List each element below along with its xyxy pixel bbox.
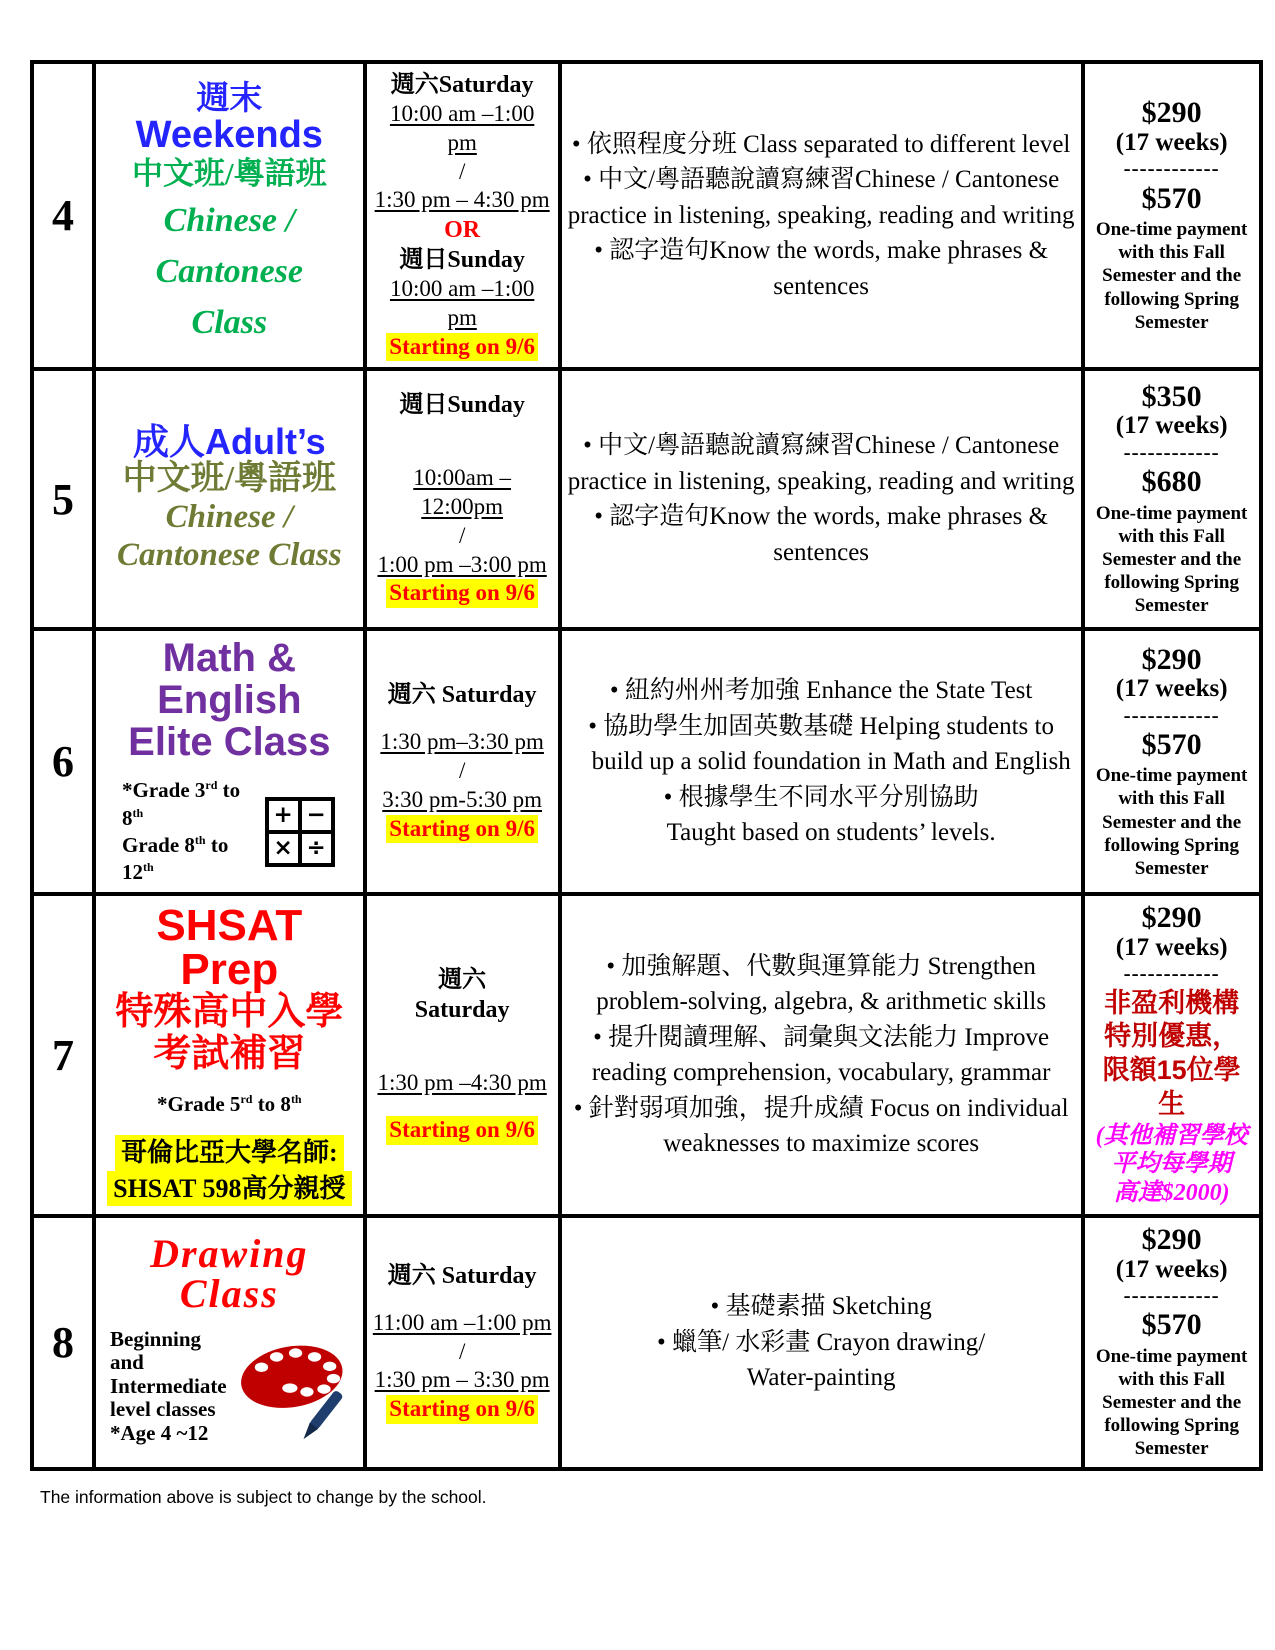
grade-range — [102, 1092, 357, 1117]
class-title-zh: 週末 — [196, 80, 263, 117]
class-name-cell — [94, 1216, 365, 1469]
schedule-time: 1:30 pm –4:30 pm — [377, 1070, 547, 1096]
class-title-line: Math & — [162, 636, 296, 681]
price-amount2: $570 — [1141, 1308, 1202, 1342]
price-amount: $290 — [1141, 901, 1202, 935]
class-name-cell — [94, 629, 365, 894]
schedule-slash: / — [458, 1338, 466, 1364]
schedule-table — [30, 60, 1263, 1471]
plus-symbol: + — [269, 801, 298, 830]
class-name-cell — [94, 894, 365, 1216]
table-row — [32, 894, 1261, 1216]
schedule-time: 10:00am –12:00pm — [413, 465, 512, 520]
multiply-symbol: × — [269, 834, 298, 863]
row-number-cell — [32, 894, 94, 1216]
schedule-time: 3:30 pm-5:30 pm — [382, 786, 542, 812]
schedule-day: 週六 Saturday — [387, 682, 537, 709]
price-note: One-time payment with this Fall Semester and the following Spring Semester — [1095, 502, 1248, 617]
grade-sup: rd — [205, 778, 218, 793]
grade-sup: th — [143, 860, 154, 875]
price-amount: $350 — [1141, 379, 1202, 413]
description-cell — [560, 894, 1083, 1216]
price-weeks: (17 weeks) — [1115, 412, 1228, 440]
schedule-time: 1:30 pm–3:30 pm — [380, 729, 544, 755]
schedule-cell — [365, 894, 560, 1216]
grade-range-block — [122, 777, 265, 886]
grade-text: to 12 — [122, 832, 229, 885]
schedule-cell — [365, 629, 560, 894]
description-bullet: • 提升閱讀理解、詞彙與文法能力 Improve reading comprehension, vocabulary, grammar — [568, 1020, 1075, 1091]
description-bullet: • 依照程度分班 Class separated to different level — [568, 127, 1075, 163]
schedule-time: 10:00 am –1:00 pm — [389, 101, 535, 155]
class-name-cell — [94, 369, 365, 629]
class-title-zh2: 中文班/粵語班 — [132, 155, 327, 191]
description-cell — [560, 369, 1083, 629]
schedule-time: 11:00 am –1:00 pm — [372, 1309, 552, 1335]
price-amount2: $570 — [1141, 181, 1202, 215]
price-weeks: (17 weeks) — [1115, 128, 1228, 156]
subtitle-line: Intermediate — [110, 1373, 227, 1398]
price-cell — [1083, 894, 1261, 1216]
row-number: 5 — [52, 474, 74, 524]
start-date-highlight: Starting on 9/6 — [386, 1395, 538, 1424]
description-bullet: • 針對弱項加強，提升成績 Focus on individual weaknesses to maximize scores — [568, 1091, 1075, 1162]
schedule-cell — [365, 369, 560, 629]
description-bullet: • 加強解題、代數與運算能力 Strengthen problem-solving, algebra, & arithmetic skills — [568, 949, 1075, 1020]
competitor-price-line: (其他補習學校 — [1095, 1122, 1248, 1149]
price-cell — [1083, 629, 1261, 894]
row-number: 4 — [52, 191, 74, 241]
row-number-cell — [32, 629, 94, 894]
nonprofit-offer-line: 非盈利機構 — [1104, 987, 1240, 1018]
footer-disclaimer: The information above is subject to change by the school. — [40, 1487, 487, 1507]
price-cell — [1083, 62, 1261, 369]
description-bullet: • 協助學生加固英數基礎 Helping students to build up a solid foundation in Math and English — [568, 709, 1075, 780]
price-divider: ------------ — [1123, 156, 1220, 181]
teacher-highlight-line: SHSAT 598高分親授 — [107, 1171, 351, 1207]
subtitle-line: level classes — [110, 1397, 216, 1422]
class-title-line: English — [157, 678, 302, 723]
description-bullet: • 蠟筆/ 水彩畫 Crayon drawing/ — [568, 1325, 1075, 1361]
teacher-highlight-line: 哥倫比亞大學名師: — [115, 1135, 344, 1171]
paint-palette-icon — [233, 1328, 356, 1453]
price-divider: ------------ — [1123, 439, 1220, 464]
teacher-highlight-block — [102, 1135, 357, 1207]
schedule-day: 週日Sunday — [399, 247, 525, 273]
grade-sup: th — [290, 1091, 302, 1106]
price-divider: ------------ — [1123, 961, 1220, 986]
description-bullet: • 紐約州州考加強 Enhance the State Test — [568, 673, 1075, 709]
table-row — [32, 1216, 1261, 1469]
row-number-cell — [32, 1216, 94, 1469]
class-title-zh-line: 特殊高中入學 — [115, 991, 344, 1034]
subtitle-line: Beginning and — [110, 1326, 202, 1375]
price-note: One-time payment with this Fall Semester and the following Spring Semester — [1095, 219, 1248, 333]
grade-range — [122, 832, 265, 887]
schedule-or: OR — [444, 217, 481, 243]
schedule-day: Saturday — [414, 997, 510, 1024]
row-number-cell — [32, 62, 94, 369]
table-row — [32, 629, 1261, 894]
price-cell — [1083, 1216, 1261, 1469]
grade-text: *Grade 3 — [122, 778, 206, 803]
schedule-day: 週日Sunday — [399, 392, 525, 419]
description-bullet: • 中文/粵語聽說讀寫練習Chinese / Cantonese practice in listening, speaking, reading and writing — [568, 162, 1075, 233]
nonprofit-offer-line: 特別優惠， — [1104, 1021, 1240, 1052]
description-bullet: • 認字造句Know the words, make phrases & sentences — [568, 499, 1075, 570]
price-amount2: $680 — [1141, 465, 1202, 499]
row-number: 7 — [52, 1030, 74, 1080]
schedule-cell — [365, 62, 560, 369]
price-amount: $290 — [1141, 1223, 1202, 1257]
start-date-highlight: Starting on 9/6 — [386, 815, 538, 844]
schedule-slash: / — [458, 522, 466, 548]
grade-sup: rd — [240, 1091, 253, 1106]
price-weeks: (17 weeks) — [1115, 675, 1228, 703]
price-divider: ------------ — [1123, 702, 1220, 727]
schedule-slash: / — [458, 158, 466, 184]
schedule-day: 週六Saturday — [390, 72, 534, 98]
schedule-slash: / — [458, 758, 466, 784]
description-continuation: Taught based on students’ levels. — [666, 819, 996, 847]
price-note: One-time payment with this Fall Semester and the following Spring Semester — [1095, 765, 1248, 879]
grade-text: to 8 — [252, 1091, 291, 1116]
price-cell — [1083, 369, 1261, 629]
competitor-price-line: 平均每學期 — [1111, 1151, 1232, 1178]
class-title-serif: Chinese / Cantonese Class — [155, 202, 303, 342]
schedule-time: 10:00 am –1:00 pm — [389, 276, 535, 330]
description-cell — [560, 629, 1083, 894]
schedule-cell — [365, 1216, 560, 1469]
class-title-fancy: Drawing Class — [150, 1230, 309, 1316]
schedule-time: 1:00 pm –3:00 pm — [377, 551, 547, 577]
class-title-zh: 中文班/粵語班 — [122, 459, 337, 497]
class-subtitle — [110, 1328, 233, 1446]
subtitle-and-icon-row — [102, 1328, 357, 1453]
math-operations-icon — [265, 797, 335, 867]
grade-text: *Grade 5 — [157, 1091, 241, 1116]
class-title-en: 成人Adult’s — [132, 420, 326, 462]
grade-and-icon-row — [102, 777, 357, 886]
description-bullet: • 根據學生不同水平分別協助 — [568, 780, 1075, 816]
schedule-day: 週六 Saturday — [387, 1262, 537, 1289]
start-date-highlight: Starting on 9/6 — [386, 333, 538, 362]
price-amount: $290 — [1141, 642, 1202, 676]
grade-text: to 8 — [122, 778, 241, 830]
class-title-en: Weekends — [135, 113, 323, 156]
price-divider: ------------ — [1123, 1283, 1220, 1308]
minus-symbol: − — [302, 801, 331, 830]
class-title-zh-line: 考試補習 — [153, 1032, 306, 1075]
nonprofit-offer-line: 限額15位學生 — [1102, 1055, 1241, 1119]
start-date-highlight: Starting on 9/6 — [386, 579, 538, 608]
price-amount: $290 — [1141, 96, 1202, 130]
price-weeks: (17 weeks) — [1115, 933, 1228, 961]
class-title-line: Elite Class — [128, 720, 331, 765]
divide-symbol: ÷ — [302, 834, 331, 863]
description-cell — [560, 1216, 1083, 1469]
description-continuation: Water-painting — [746, 1364, 896, 1392]
description-cell — [560, 62, 1083, 369]
price-note: One-time payment with this Fall Semester and the following Spring Semester — [1095, 1345, 1248, 1460]
class-name-cell — [94, 62, 365, 369]
grade-range — [122, 777, 265, 832]
table-row — [32, 62, 1261, 369]
schedule-time: 1:30 pm – 3:30 pm — [374, 1367, 550, 1393]
subtitle-line: *Age 4 ~12 — [110, 1420, 209, 1445]
class-title-en: SHSAT Prep — [156, 901, 303, 995]
table-row — [32, 369, 1261, 629]
price-weeks: (17 weeks) — [1115, 1255, 1228, 1283]
row-number-cell — [32, 369, 94, 629]
description-bullet: • 中文/粵語聽說讀寫練習Chinese / Cantonese practice in listening, speaking, reading and writing — [568, 428, 1075, 499]
schedule-time: 1:30 pm – 4:30 pm — [374, 187, 550, 213]
description-bullet: • 基礎素描 Sketching — [568, 1289, 1075, 1325]
price-amount2: $570 — [1141, 727, 1202, 761]
grade-sup: th — [194, 832, 206, 847]
description-bullet: • 認字造句Know the words, make phrases & sentences — [568, 233, 1075, 304]
start-date-highlight: Starting on 9/6 — [386, 1116, 538, 1145]
row-number: 6 — [52, 737, 74, 787]
schedule-day: 週六 — [438, 967, 487, 994]
row-number: 8 — [52, 1317, 74, 1367]
class-title-serif: Chinese / Cantonese Class — [116, 499, 342, 573]
competitor-price-line: 高達$2000) — [1113, 1180, 1230, 1207]
grade-sup: th — [132, 805, 144, 820]
grade-text: Grade 8 — [122, 832, 195, 857]
